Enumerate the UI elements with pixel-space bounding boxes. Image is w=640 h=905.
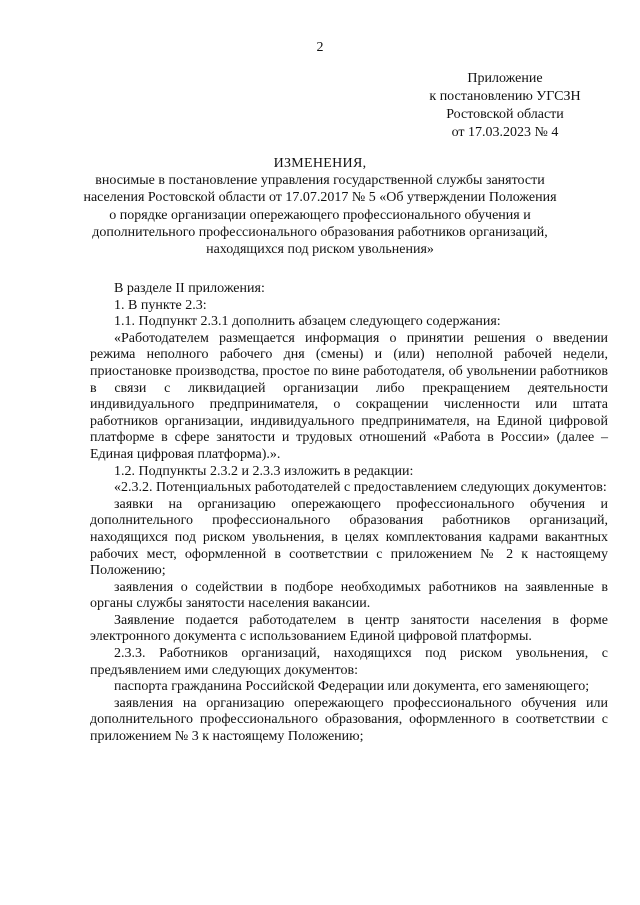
paragraph: паспорта гражданина Российской Федерации или документа, его заменяющего; <box>114 679 590 695</box>
paragraph: заявления на организацию опережающего профессионального обучения или дополнительного профессионального образования, оформленного в соответствии с приложением № 3 к настоящему Положению; <box>90 695 608 745</box>
heading-line: населения Ростовской области от 17.07.2017 № 5 «Об утверждении Положения <box>83 190 557 206</box>
document-heading <box>80 155 560 258</box>
paragraph: Заявление подается работодателем в центр занятости населения в форме электронного документа с использованием Единой цифровой платформы. <box>90 612 608 645</box>
approval-line: Ростовской области <box>446 107 564 122</box>
document-body <box>90 281 608 746</box>
paragraph: 2.3.3. Работников организаций, находящихся под риском увольнения, с предъявлением ими следующих документов: <box>90 646 608 678</box>
paragraph: 1.1. Подпункт 2.3.1 дополнить абзацем следующего содержания: <box>114 314 501 330</box>
paragraph: заявки на организацию опережающего профессионального обучения и дополнительного профессионального образования работников организаций, находящихся под риском увольнения, в целях комплектования кадрами вакантных рабочих мест, оформленной в соответствии с приложением № 2 к настоящему Положению; <box>90 496 608 579</box>
document-title: ИЗМЕНЕНИЯ, <box>273 156 367 171</box>
paragraph: 1. В пункте 2.3: <box>114 297 207 313</box>
approval-line: от 17.03.2023 № 4 <box>451 125 559 140</box>
approval-line: к постановлению УГСЗН <box>429 89 581 104</box>
page-number: 2 <box>316 40 324 55</box>
paragraph: заявления о содействии в подборе необходимых работников на заявленные в органы службы занятости населения вакансии. <box>90 579 608 612</box>
paragraph: «2.3.2. Потенциальных работодателей с предоставлением следующих документов: <box>114 480 607 496</box>
heading-line: вносимые в постановление управления государственной службы занятости <box>95 173 545 189</box>
approval-line: Приложение <box>467 71 543 86</box>
approval-block <box>400 70 610 142</box>
paragraph: «Работодателем размещается информация о принятии решения о введении режима неполного рабочего дня (смены) и (или) неполной рабочей недели, приостановке производства, простое по вине работодателя, об увольнении работников в связи с ликвидацией организации либо прекращением деятельности индивидуального предпринимателя, о сокращении численности или штата работников организации, индивидуального предпринимателя, на Единой цифровой платформе в сфере занятости и трудовых отношений «Работа в России» (далее – Единая цифровая платформа).». <box>90 330 608 462</box>
heading-line: находящихся под риском увольнения» <box>206 242 434 258</box>
heading-line: дополнительного профессионального образования работников организаций, <box>92 224 548 240</box>
heading-line: о порядке организации опережающего профессионального обучения и <box>109 207 531 223</box>
paragraph: 1.2. Подпункты 2.3.2 и 2.3.3 изложить в редакции: <box>114 463 414 479</box>
paragraph: В разделе II приложения: <box>114 281 265 296</box>
